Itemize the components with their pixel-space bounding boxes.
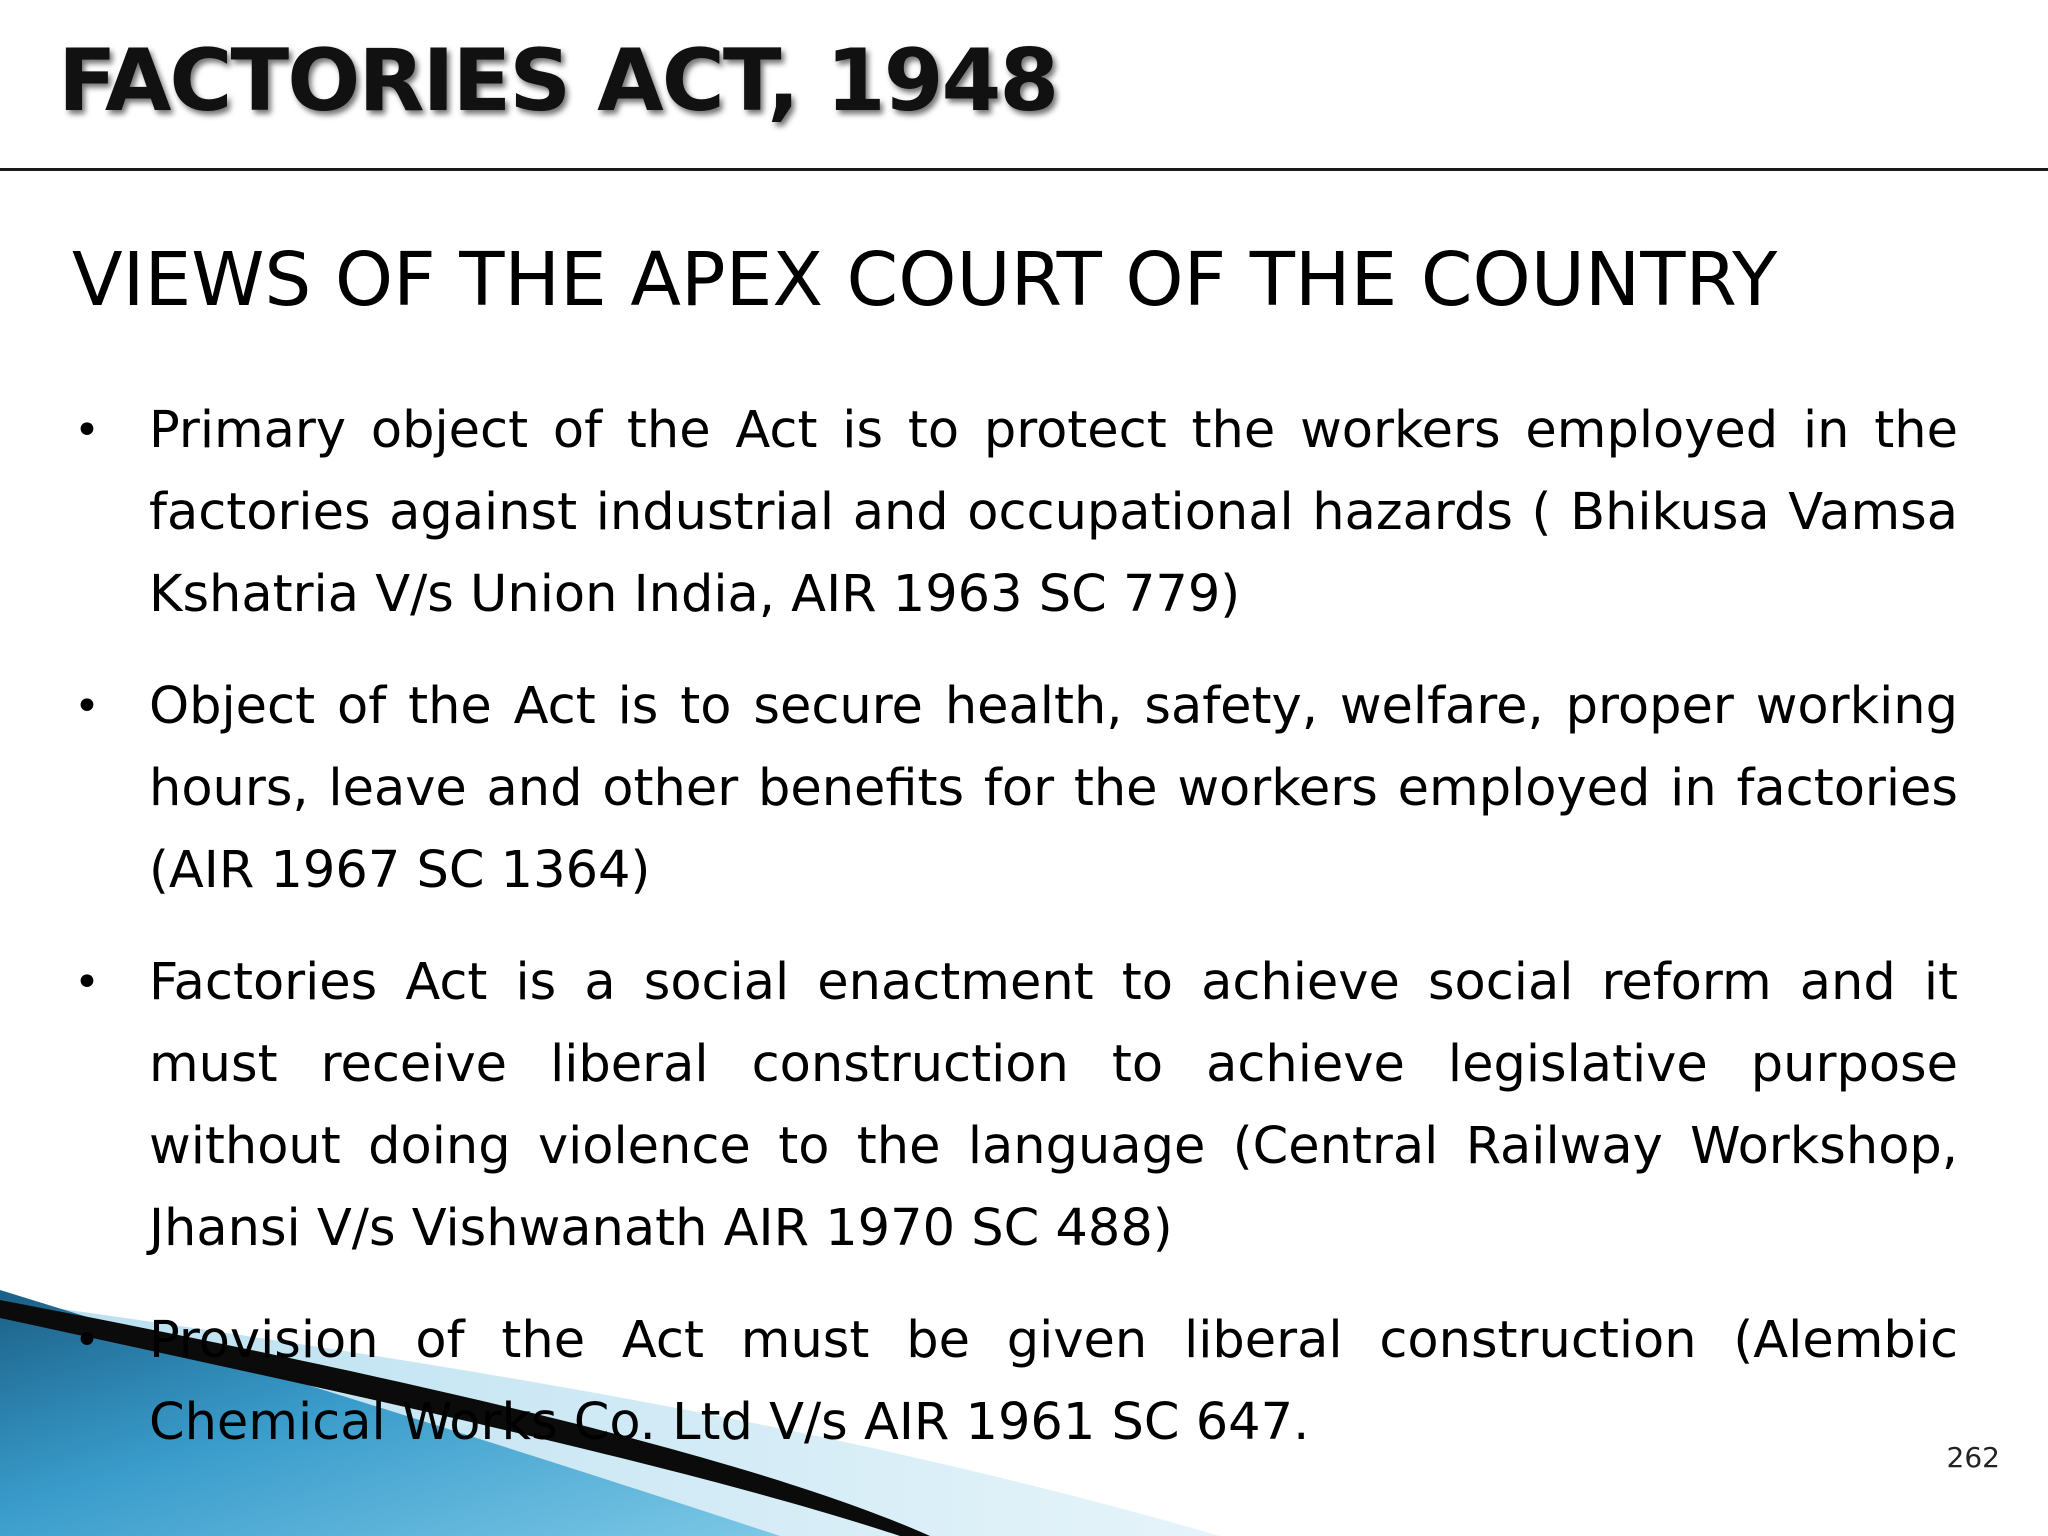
- bullet-icon: •: [74, 681, 100, 732]
- title-divider: [0, 168, 2048, 171]
- bullet-text: Factories Act is a social enactment to achieve social reform and it must receive liberal construction to achieve legislative purpose without doing violence to the language (Central Railway Workshop, Jhansi V/s Vishwanath AIR 1970 SC 488): [149, 953, 1958, 1258]
- bullet-icon: •: [74, 957, 100, 1008]
- bullet-item: [72, 390, 1958, 636]
- bullet-text: Provision of the Act must be given liberal construction (Alembic Chemical Works Co. Ltd V/s AIR 1961 SC 647.: [149, 1311, 1958, 1452]
- bullet-item: [72, 1300, 1958, 1464]
- bullet-list: [72, 390, 1958, 1494]
- page-number: 262: [1946, 1441, 2000, 1474]
- slide-title: FACTORIES ACT, 1948: [58, 31, 1058, 131]
- bullet-icon: •: [74, 405, 100, 456]
- bullet-item: [72, 666, 1958, 912]
- bullet-text: Object of the Act is to secure health, safety, welfare, proper working hours, leave and other benefits for the workers employed in factories (AIR 1967 SC 1364): [149, 677, 1958, 900]
- bullet-icon: •: [74, 1315, 100, 1366]
- slide-subtitle: VIEWS OF THE APEX COURT OF THE COUNTRY: [72, 237, 1778, 323]
- bullet-item: [72, 942, 1958, 1270]
- bullet-text: Primary object of the Act is to protect the workers employed in the factories against industrial and occupational hazards ( Bhikusa Vamsa Kshatria V/s Union India, AIR 1963 SC 779): [149, 401, 1958, 624]
